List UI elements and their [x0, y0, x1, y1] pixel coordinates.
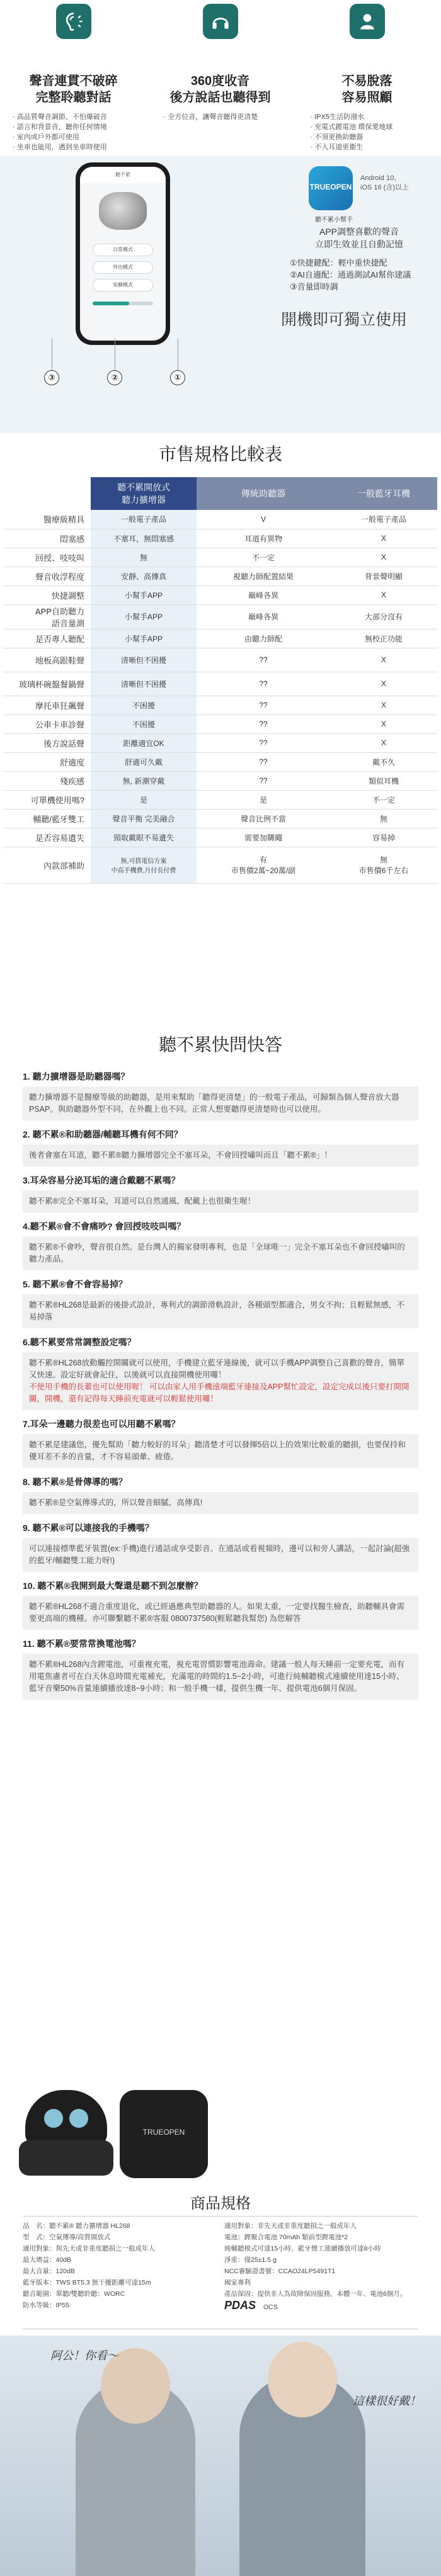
faq-item — [23, 1637, 418, 1700]
faq-item — [23, 1522, 418, 1572]
compare-cell: 需要加購繩 — [197, 828, 330, 847]
compare-row — [4, 548, 437, 567]
faq-item — [23, 1418, 418, 1468]
faq-answer-text: 聽不累®完全不塞耳朵，耳道可以自然通風、配戴上也很衛生喔！ — [29, 1197, 256, 1206]
faq-question: 8. 聽不累®是骨傳導的嗎？ — [23, 1477, 127, 1487]
compare-cell: ?? — [197, 672, 330, 696]
app-feature-list — [290, 257, 411, 293]
compare-cell: 無,可搭電信方案 中高手機費,月付長付費 — [91, 847, 197, 883]
faq-answer-text: 聽不累®HL268放動觸控開關就可以使用，手機建立藍牙連線後，就可以手機APP調整自己喜歡的聲音，簡單又快速。設定好就會記住，以後就可以直接開機使用囉！ — [29, 1359, 405, 1379]
faq-item — [23, 1278, 418, 1328]
compare-cell: 巔峰各異 — [197, 604, 330, 629]
compare-cell: 是 — [197, 790, 330, 809]
faq-answer — [23, 1294, 418, 1328]
os-requirement — [360, 174, 409, 193]
compare-cell: 距離適宜OK — [91, 733, 197, 752]
spec-left-column — [23, 2220, 212, 2311]
compare-cell: 聲音平衡 完美融合 — [91, 809, 197, 828]
compare-header-cell — [4, 477, 91, 510]
compare-row — [4, 629, 437, 648]
compare-cell: 清晰但不困擾 — [91, 672, 197, 696]
feature-360 — [147, 4, 294, 122]
compare-row — [4, 585, 437, 604]
compare-cell: X — [330, 715, 437, 733]
certification-badges — [224, 2300, 413, 2313]
faq-question: 1. 聽力擴增器是助聽器嗎？ — [23, 1071, 130, 1082]
feature-point: · 室內或戶外都可使用 — [13, 132, 126, 142]
faq-question: 9. 聽不累®可以連接我的手機嗎？ — [23, 1523, 154, 1533]
faq-answer-highlight: 不使用手機的長輩也可以使用喔！ 可以由家人用手機遠端藍牙連接及APP幫忙設定，設定完成以後只要打開開關，開機，還有記得每天睡前充電就可以輕鬆使用囉！ — [29, 1382, 410, 1403]
compare-row — [4, 809, 437, 828]
earbud-right — [69, 2109, 88, 2128]
compare-row — [4, 696, 437, 715]
faq-answer-text: 可以連接標準藍牙裝置(ex:手機)進行通話或享受影音。在通話或看視頻時，邊可以和旁人講話，一起討論(超強的藍牙/輔聽雙工能力呀!) — [29, 1544, 410, 1565]
compare-cell: X — [330, 529, 437, 548]
app-logo — [309, 166, 353, 210]
compare-row — [4, 847, 437, 883]
compare-header-cell: 一般藍牙耳機 — [330, 477, 437, 510]
phone-screen — [80, 167, 166, 341]
compare-cell: 聲音收浮程度 — [4, 567, 91, 585]
volume-slider[interactable] — [93, 302, 153, 305]
feature-points — [164, 112, 277, 122]
os-line: Android 10、 — [360, 174, 401, 182]
faq-answer-text: 聽力擴增器不是醫療等級的助聽器，是用來幫助「聽得更清楚」的一般電子產品，可歸類為個人聲音放大器 PSAP。與助聽器外型不同，在外觀上也不同。正常人想要聽得更清楚時也可以使用。 — [29, 1093, 399, 1114]
feature-title-line2: 後方說話也聽得到 — [169, 91, 271, 105]
compare-header-cell: 聽不累開放式 聽力擴增器 — [91, 477, 197, 510]
faq-question: 2. 聽不累®和助聽器/輔聽耳機有何不同？ — [23, 1129, 183, 1139]
faq-answer — [23, 1596, 418, 1630]
compare-cell: ?? — [197, 648, 330, 672]
photo-caption-left: 阿公！你看～ — [50, 2349, 118, 2362]
case-body — [25, 2090, 107, 2147]
compare-cell: ?? — [197, 715, 330, 733]
spec-line: 藍牙版本：TWS BT5.3 無干擾距離可達15m — [23, 2279, 151, 2286]
compare-cell: 不一定 — [330, 790, 437, 809]
compare-row — [4, 828, 437, 847]
os-line: iOS 16 (含)以上 — [360, 184, 410, 191]
headphones-icon-svg — [209, 10, 232, 33]
phone-mockup — [76, 162, 170, 345]
person-icon-svg — [356, 10, 379, 33]
feature-point: · IPX5生活防潑水 — [311, 112, 424, 122]
faq-answer — [23, 1492, 418, 1514]
compare-cell: ?? — [197, 752, 330, 771]
feature-point: · 全方位音，讓聲音聽得更清楚 — [164, 112, 277, 122]
spec-line: 最大音量：120dB — [23, 2268, 75, 2275]
ear-icon — [56, 4, 91, 39]
compare-cell: ?? — [197, 696, 330, 715]
compare-cell: 安靜、高傳真 — [91, 567, 197, 585]
compare-cell: 無, 新潮穿戴 — [91, 771, 197, 790]
compare-cell: 頸取戴眼不易遺失 — [91, 828, 197, 847]
compare-cell: 是否容易遺失 — [4, 828, 91, 847]
faq-answer-text: 聽不累®HL268是最新的後掛式設計，專利式的調節滑軌設計，各種頭型都適合，男女不拘；且輕鬆無感，不易掉落 — [29, 1301, 405, 1321]
compare-row — [4, 771, 437, 790]
step-marker: ③ — [44, 370, 59, 385]
charging-case-image — [19, 2090, 113, 2178]
compare-cell: 公車卡車診聲 — [4, 715, 91, 733]
feature-title-line2: 完整聆聽對話 — [35, 91, 112, 105]
compare-cell: 巔峰各異 — [197, 585, 330, 604]
faq-item — [23, 1476, 418, 1514]
faq-question: 4.聽不累®會不會痛吵? 會回授吱吱叫嗎？ — [23, 1221, 186, 1231]
compare-cell: 醫療級精具 — [4, 510, 91, 529]
phone-mode-button[interactable]: 安靜模式 — [93, 279, 153, 291]
faq-item — [23, 1174, 418, 1212]
spec-line: 防水等級：IP55 — [23, 2302, 70, 2309]
compare-cell: 由聽力師配 — [197, 629, 330, 648]
pdas-logo: PDAS — [224, 2299, 256, 2312]
feature-point: · 坐車也能用，遇到坐車時使用 — [13, 142, 126, 152]
phone-mode-button[interactable]: 日常模式 — [93, 244, 153, 256]
compare-cell: X — [330, 696, 437, 715]
phone-mode-button[interactable]: 外出模式 — [93, 261, 153, 274]
compare-cell: 地板高跟鞋聲 — [4, 648, 91, 672]
faq-item — [23, 1579, 418, 1630]
compare-cell: 內款部補助 — [4, 847, 91, 883]
faq-question: 10. 聽不累®我開到最大聲還是聽不到怎麼辦？ — [23, 1581, 203, 1591]
faq-item — [23, 1128, 418, 1167]
compare-cell: 無 — [330, 809, 437, 828]
app-feature-item: ①快捷鍵配：輕中重快捷配 — [290, 258, 387, 268]
step-marker: ① — [170, 370, 185, 385]
compare-cell: 是否專人聽配 — [4, 629, 91, 648]
step-marker: ② — [107, 370, 122, 385]
earbud-left — [44, 2109, 63, 2128]
faq-question: 7.耳朵一邊聽力很差也可以用聽不累嗎？ — [23, 1419, 180, 1429]
compare-header-cell: 傳統助聽器 — [197, 477, 330, 510]
faq-answer-text: 聽不累®HL268不適合重度退化，或已經過應典型助聽器的人。如果太重，一定要找醫生檢查，助聽輔具會需要更高端的機種。亦可聯繫聽不累®客服 0800737580(輕鬆聽我幫您) 為您解答 — [29, 1602, 405, 1623]
compare-cell: 無 — [91, 548, 197, 567]
compare-cell: V — [197, 510, 330, 529]
app-section — [0, 156, 441, 433]
faq-answer — [23, 1190, 418, 1212]
feature-point: · 充電式鋰電池 環保愛地球 — [311, 122, 424, 132]
faq-question: 5. 聽不累®會不會容易掉？ — [23, 1279, 127, 1289]
feature-title-line1: 不易脫落 — [341, 74, 392, 88]
feature-point: · 高品質聲音調節、不怕爆破音 — [13, 112, 126, 122]
compare-cell: X — [330, 548, 437, 567]
compare-cell: ?? — [197, 771, 330, 790]
feature-section — [0, 0, 441, 151]
spec-line: NCC審驗證書號：CCAO24LP5491T1 — [224, 2268, 336, 2275]
compare-cell: 舒適可久戴 — [91, 752, 197, 771]
faq-item — [23, 1220, 418, 1270]
compare-cell: 小幫手APP — [91, 585, 197, 604]
compare-row — [4, 510, 437, 529]
feature-secure — [294, 4, 440, 152]
compare-cell: 清晰但不困擾 — [91, 648, 197, 672]
spec-line: 純輔聽模式可達15小時、藍牙聲工連續播放可達8小時 — [224, 2245, 381, 2252]
compare-cell: ?? — [197, 733, 330, 752]
compare-cell: 有 市售價2萬~20萬/副 — [197, 847, 330, 883]
compare-cell: 類似耳機 — [330, 771, 437, 790]
spec-line: 適用對象：非先天或非重度聽損之一般成年人 — [224, 2222, 357, 2230]
feature-title-line2: 容易照顧 — [341, 91, 392, 105]
spec-line: 淨重：僅25±1.5 g — [224, 2256, 277, 2264]
compare-cell: 不一定 — [197, 548, 330, 567]
ocs-logo: OCS — [263, 2303, 278, 2311]
feature-title — [0, 73, 147, 106]
feature-point: · 語言和背景音，聽你任何情境 — [13, 122, 126, 132]
app-logo-text: TRUEOPEN — [309, 183, 352, 191]
photo-caption-right: 這樣很好戴！ — [353, 2395, 421, 2407]
app-feature-item: ②AI自適配：通過測試AI幫你建議 — [290, 270, 411, 280]
compare-cell: X — [330, 672, 437, 696]
ear-icon-svg — [62, 10, 85, 33]
feature-ear — [0, 4, 147, 152]
faq-answer-text: 聽不累®不會吵，聲音很自然。是台灣人的獨家發明專利，也是「全球唯一」完全不塞耳朵也不會回授嘯叫的聽力產品。 — [29, 1243, 405, 1263]
faq-answer — [23, 1236, 418, 1270]
compare-cell: 小幫手APP — [91, 604, 197, 629]
spec-line: 產品保固：提供非人為故障保固服務，本體一年、電池6個月。 — [224, 2290, 407, 2298]
compare-cell: 可單機使用嗎? — [4, 790, 91, 809]
compare-cell: 後方說話聲 — [4, 733, 91, 752]
faq-item — [23, 1070, 418, 1121]
faq-question: 3.耳朵容易分泌耳垢的適合戴聽不累嗎？ — [23, 1175, 180, 1185]
app-feature-item: ③音量即時調 — [290, 282, 338, 291]
faq-answer-text: 聽不累®HL268內含鋰電池，可重複充電，視充電習慣影響電池壽命。建議一般人每天睡前一定要充電，而有用電焦慮者可在白天休息時間充電補充，充滿電的時間約1.5~2小時，可進行純輔聽模式連續使用達15小時、藍牙音樂50%音量連續播放達8~9小時；和一般手機一樣，提供生機一年、提供電池6個月保固。 — [29, 1660, 405, 1693]
closed-case-image — [120, 2090, 208, 2178]
faq-item — [23, 1336, 418, 1410]
case-brand-text: TRUEOPEN — [142, 2128, 185, 2137]
compare-row — [4, 672, 437, 696]
compare-cell: 是 — [91, 790, 197, 809]
feature-point: · 不須更換助聽器 — [311, 132, 424, 142]
compare-row — [4, 733, 437, 752]
faq-answer-text: 後者會塞在耳道，聽不累®聽力擴增器完全不塞耳朵，不會回授嘯叫而且「聽不累®」！ — [29, 1151, 332, 1160]
compare-cell: 大部分沒有 — [330, 604, 437, 629]
faq-answer — [23, 1654, 418, 1700]
spec-line: 適用對象：與先天或非重度聽損之一般成年人 — [23, 2245, 155, 2252]
app-desc-line: APP調整喜歡的聲音 — [319, 227, 399, 237]
compare-cell: X — [330, 585, 437, 604]
faq-title: 聽不累快問快答 — [158, 1035, 282, 1054]
feature-title — [147, 73, 294, 106]
feature-title-line1: 360度收音 — [190, 74, 250, 88]
faq-question: 11. 聽不累®要常常換電池嗎？ — [23, 1639, 140, 1649]
feature-title-line1: 聲音連貫不破碎 — [29, 74, 118, 88]
compare-row — [4, 715, 437, 733]
faq-answer — [23, 1434, 418, 1468]
compare-title: 市售規格比較表 — [158, 444, 282, 464]
faq-answer — [23, 1087, 418, 1121]
compare-cell: 摩托車狂飆聲 — [4, 696, 91, 715]
compare-cell: 回授、吱吱叫 — [4, 548, 91, 567]
compare-cell: 殘疾感 — [4, 771, 91, 790]
app-description — [284, 225, 435, 251]
compare-header-row — [4, 477, 437, 510]
compare-cell: 不困擾 — [91, 696, 197, 715]
feature-point: · 不入耳道更衛生 — [311, 142, 424, 152]
headphones-icon — [203, 4, 238, 39]
compare-cell: 無校正功能 — [330, 629, 437, 648]
compare-cell: 戴不久 — [330, 752, 437, 771]
spec-line: 電池：鋰聚合電池 70mAh 類前型鋰電池*2 — [224, 2234, 348, 2241]
spec-block — [23, 2216, 418, 2329]
compare-row — [4, 604, 437, 629]
earbud-image — [99, 192, 147, 230]
feature-points — [311, 112, 424, 152]
person-icon — [350, 4, 385, 39]
faq-answer — [23, 1144, 418, 1167]
volume-slider-fill — [93, 302, 129, 305]
feature-points — [13, 112, 126, 152]
compare-cell: 一般電子產品 — [91, 510, 197, 529]
compare-cell: 舒適度 — [4, 752, 91, 771]
compare-row — [4, 648, 437, 672]
compare-cell: 小幫手APP — [91, 629, 197, 648]
compare-cell: 一般電子產品 — [330, 510, 437, 529]
spec-line: 型 式：空氣傳導/高質開放式 — [23, 2234, 111, 2241]
compare-cell: APP自助聽力 語音量測 — [4, 604, 91, 629]
compare-cell: 玻璃杯碗盤餐鍋聲 — [4, 672, 91, 696]
faq-question: 6.聽不累要常常調整設定嗎？ — [23, 1337, 136, 1347]
compare-cell: 不塞耳，無悶塞感 — [91, 529, 197, 548]
faq-answer — [23, 1352, 418, 1410]
case-lid — [19, 2140, 113, 2176]
faq-answer-text: 聽不累是建議您，優先幫助「聽力較好的耳朵」聽清楚才可以發揮5倍以上的效果!比較重的聽損，也要保持和優耳差不多的音量，才不容易頭暈、疲倦。 — [29, 1440, 406, 1461]
faq-answer-text: 聽不累®是空氣傳導式的，所以聲音細膩、高傳真! — [29, 1498, 203, 1507]
compare-cell: 背景聲明顯 — [330, 567, 437, 585]
phone-header: 聽不累 — [80, 167, 166, 183]
compare-table — [4, 477, 437, 884]
compare-cell: 無 市售價6千左右 — [330, 847, 437, 883]
faq-list — [23, 1070, 418, 1707]
compare-cell: X — [330, 648, 437, 672]
faq-answer — [23, 1538, 418, 1572]
spec-line: 聽音範圍：單聽/雙聽聆聽：WORC — [23, 2290, 125, 2298]
app-caption: 聽不累小幫手 — [315, 217, 353, 223]
compare-row — [4, 529, 437, 548]
lifestyle-photo — [0, 2336, 441, 2576]
product-title: 商品規格 — [190, 2195, 251, 2212]
app-desc-line: 立即生效並且自動記憶 — [315, 239, 403, 249]
spec-line: 品 名：聽不累® 聽力擴增器 HL268 — [23, 2222, 130, 2230]
spec-line: 最大增益：40dB — [23, 2256, 72, 2264]
compare-row — [4, 790, 437, 809]
person-right-head — [268, 2342, 337, 2417]
step-markers — [13, 370, 239, 387]
compare-cell: 快捷調整 — [4, 585, 91, 604]
app-standalone-headline: 開機即可獨立使用 — [281, 311, 408, 329]
compare-cell: X — [330, 733, 437, 752]
compare-cell: 容易掉 — [330, 828, 437, 847]
spec-right-column — [224, 2220, 413, 2313]
compare-row — [4, 752, 437, 771]
spec-line: 國家專利 — [224, 2279, 251, 2286]
compare-row — [4, 567, 437, 585]
compare-cell: 輔聽/藍牙雙工 — [4, 809, 91, 828]
feature-title — [294, 73, 440, 106]
compare-cell: 悶塞感 — [4, 529, 91, 548]
compare-cell: 視聽力師配置結果 — [197, 567, 330, 585]
compare-cell: 不困擾 — [91, 715, 197, 733]
compare-cell: 聲音比例不當 — [197, 809, 330, 828]
compare-cell: 耳道有異物 — [197, 529, 330, 548]
